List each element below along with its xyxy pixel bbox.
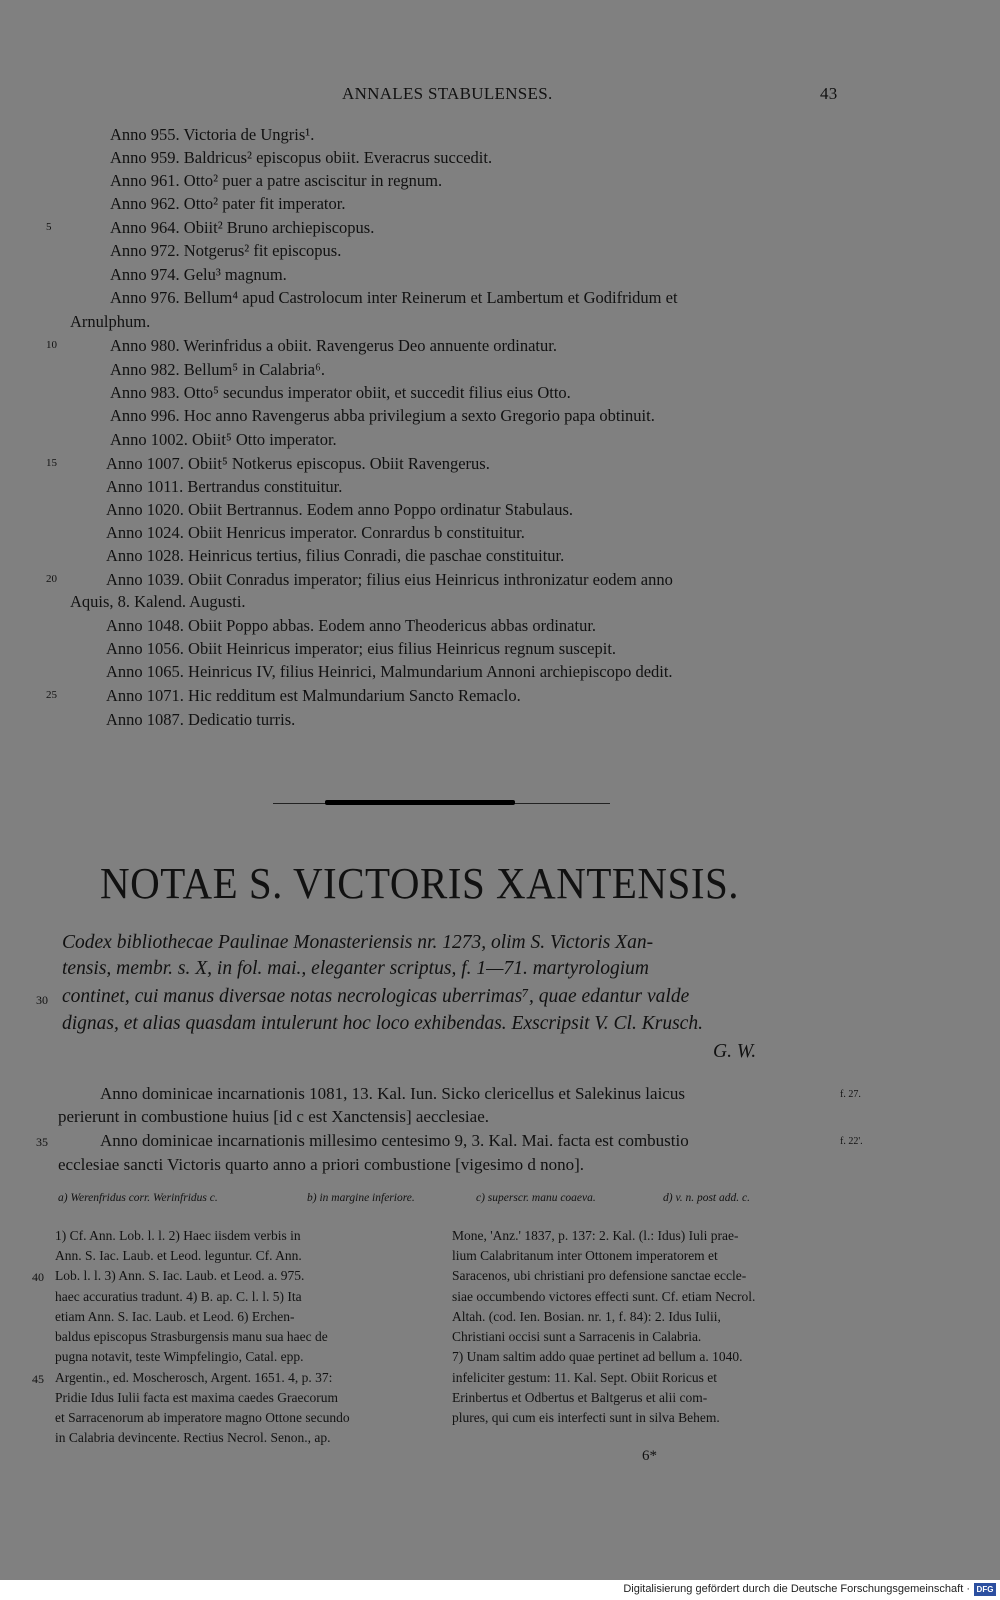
apparatus-note: d) v. n. post add. c. [663, 1192, 750, 1204]
annal-entry: Anno 962. Otto² pater fit imperator. [110, 194, 346, 213]
line-number: 30 [36, 993, 48, 1007]
annal-entry: Anno 955. Victoria de Ungris¹. [110, 125, 315, 144]
codex-description-line: dignas, et alias quasdam intulerunt hoc loco exhibendas. Exscripsit V. Cl. Krusch. [62, 1013, 703, 1034]
annal-entry: Anno 1039. Obiit Conradus imperator; filius eius Heinricus inthronizatur eodem anno [106, 570, 673, 589]
notae-line: perierunt in combustione huius [id c est Xanctensis] aecclesiae. [58, 1107, 489, 1126]
footnote-line: Lob. l. l. 3) Ann. S. Iac. Laub. et Leod. a. 975. [55, 1268, 305, 1283]
annal-entry: Anno 1020. Obiit Bertrannus. Eodem anno Poppo ordinatur Stabulaus. [106, 500, 573, 519]
footnote-line: infeliciter gestum: 11. Kal. Sept. Obiit Roricus et [452, 1370, 717, 1385]
footnote-line: in Calabria devincente. Rectius Necrol. Senon., ap. [55, 1430, 331, 1445]
notae-line: Anno dominicae incarnationis millesimo centesimo 9, 3. Kal. Mai. facta est combustio [100, 1131, 689, 1150]
annal-entry: Anno 982. Bellum⁵ in Calabria⁶. [110, 360, 325, 379]
footnote-line: siae occumbendo victores effecti sunt. Cf. etiam Necrol. [452, 1289, 756, 1304]
digitization-footer [0, 1580, 1000, 1600]
footnote-line: lium Calabritanum inter Ottonem imperatorem et [452, 1248, 718, 1263]
line-number: 20 [46, 573, 57, 585]
line-number: 35 [36, 1135, 48, 1149]
margin-folio-ref: f. 27. [840, 1089, 861, 1100]
margin-folio-ref: f. 22'. [840, 1136, 863, 1147]
annal-entry: Anno 996. Hoc anno Ravengerus abba privilegium a sexto Gregorio papa obtinuit. [110, 406, 655, 425]
footnote-line: Ann. S. Iac. Laub. et Leod. leguntur. Cf. Ann. [55, 1248, 302, 1263]
section-title: NOTAE S. VICTORIS XANTENSIS. [100, 858, 740, 908]
footnote-line: pugna notavit, teste Wimpfelingio, Catal. epp. [55, 1349, 304, 1364]
annal-entry: Anno 1007. Obiit⁵ Notkerus episcopus. Obiit Ravengerus. [106, 454, 490, 473]
footnote-line: Mone, 'Anz.' 1837, p. 137: 2. Kal. (l.: Idus) Iuli prae- [452, 1228, 739, 1243]
footnote-line: Altah. (cod. Ien. Bosian. nr. 1, f. 84): 2. Idus Iulii, [452, 1309, 721, 1324]
codex-description-line: continet, cui manus diversae notas necrologicas uberrimas⁷, quae edantur valde [62, 986, 690, 1007]
section-divider-bold [325, 800, 515, 805]
annal-entry: Anno 1002. Obiit⁵ Otto imperator. [110, 430, 337, 449]
footnote-line: 1) Cf. Ann. Lob. l. l. 2) Haec iisdem verbis in [55, 1228, 301, 1243]
notae-line: Anno dominicae incarnationis 1081, 13. Kal. Iun. Sicko clericellus et Salekinus laicus [100, 1084, 685, 1103]
footnote-line: Christiani occisi sunt a Sarracenis in Calabria. [452, 1329, 702, 1344]
footnote-line: Saracenos, ubi christiani pro defensione sanctae eccle- [452, 1268, 747, 1283]
annal-entry: Anno 983. Otto⁵ secundus imperator obiit, et succedit filius eius Otto. [110, 383, 571, 402]
line-number: 40 [32, 1270, 44, 1284]
apparatus-note: c) superscr. manu coaeva. [476, 1192, 596, 1204]
line-number: 5 [46, 221, 52, 233]
apparatus-note: a) Werenfridus corr. Werinfridus c. [58, 1192, 218, 1204]
annal-entry: Anno 1048. Obiit Poppo abbas. Eodem anno Theodericus abbas ordinatur. [106, 616, 597, 635]
annal-entry: Anno 972. Notgerus² fit episcopus. [110, 241, 342, 260]
notae-line: ecclesiae sancti Victoris quarto anno a priori combustione [vigesimo d nono]. [58, 1155, 584, 1174]
footnote-line: 7) Unam saltim addo quae pertinet ad bellum a. 1040. [452, 1349, 743, 1364]
codex-description-line: Codex bibliothecae Paulinae Monasteriensis nr. 1273, olim S. Victoris Xan- [62, 932, 654, 953]
annal-entry: Anno 1011. Bertrandus constituitur. [106, 477, 343, 496]
annal-entry: Anno 961. Otto² puer a patre asciscitur in regnum. [110, 171, 443, 190]
annal-entry: Anno 976. Bellum⁴ apud Castrolocum inter Reinerum et Lambertum et Godifridum et [110, 288, 678, 307]
page-number: 43 [820, 84, 838, 103]
footnote-line: et Sarracenorum ab imperatore magno Ottone secundo [55, 1410, 350, 1425]
line-number: 45 [32, 1372, 44, 1386]
footnote-line: plures, qui cum eis interfecti sunt in silva Behem. [452, 1410, 720, 1425]
line-number: 10 [46, 339, 57, 351]
footer-credit: Digitalisierung gefördert durch die Deutsche Forschungsgemeinschaft · [623, 1583, 970, 1595]
annal-entry: Anno 1024. Obiit Henricus imperator. Conrardus b constituitur. [106, 523, 525, 542]
running-header-title: ANNALES STABULENSES. [342, 84, 553, 103]
footnote-line: Argentin., ed. Moscherosch, Argent. 1651. 4, p. 37: [55, 1370, 333, 1385]
annal-entry: Anno 1071. Hic redditum est Malmundarium Sancto Remaclo. [106, 686, 521, 705]
annal-entry: Anno 980. Werinfridus a obiit. Ravengerus Deo annuente ordinatur. [110, 336, 557, 355]
codex-description-line: tensis, membr. s. X, in fol. mai., eleganter scriptus, f. 1—71. martyrologium [62, 958, 649, 979]
annal-entry: Anno 1087. Dedicatio turris. [106, 710, 296, 729]
footnote-line: Erinbertus et Odbertus et Baltgerus et alii com- [452, 1390, 708, 1405]
footnote-line: etiam Ann. S. Iac. Laub. et Leod. 6) Erchen- [55, 1309, 295, 1324]
annal-entry: Aquis, 8. Kalend. Augusti. [70, 592, 246, 611]
footnote-line: baldus episcopus Strasburgensis manu sua haec de [55, 1329, 328, 1344]
annal-entry: Anno 1065. Heinricus IV, filius Heinrici, Malmundarium Annoni archiepiscopo dedit. [106, 662, 673, 681]
signature-mark: 6* [642, 1448, 657, 1464]
codex-description-line: G. W. [713, 1041, 757, 1062]
footnote-line: haec accuratius tradunt. 4) B. ap. C. l. l. 5) Ita [55, 1289, 302, 1304]
annal-entry: Anno 1056. Obiit Heinricus imperator; eius filius Heinricus regnum suscepit. [106, 639, 617, 658]
apparatus-note: b) in margine inferiore. [307, 1192, 415, 1204]
annal-entry: Anno 1028. Heinricus tertius, filius Conradi, die paschae constituitur. [106, 546, 565, 565]
line-number: 15 [46, 457, 57, 469]
annal-entry: Arnulphum. [70, 312, 151, 331]
annal-entry: Anno 959. Baldricus² episcopus obiit. Everacrus succedit. [110, 148, 493, 167]
line-number: 25 [46, 689, 57, 701]
footnote-line: Pridie Idus Iulii facta est maxima caedes Graecorum [55, 1390, 339, 1405]
dfg-logo: DFG [974, 1583, 996, 1596]
annal-entry: Anno 974. Gelu³ magnum. [110, 265, 287, 284]
annal-entry: Anno 964. Obiit² Bruno archiepiscopus. [110, 218, 375, 237]
